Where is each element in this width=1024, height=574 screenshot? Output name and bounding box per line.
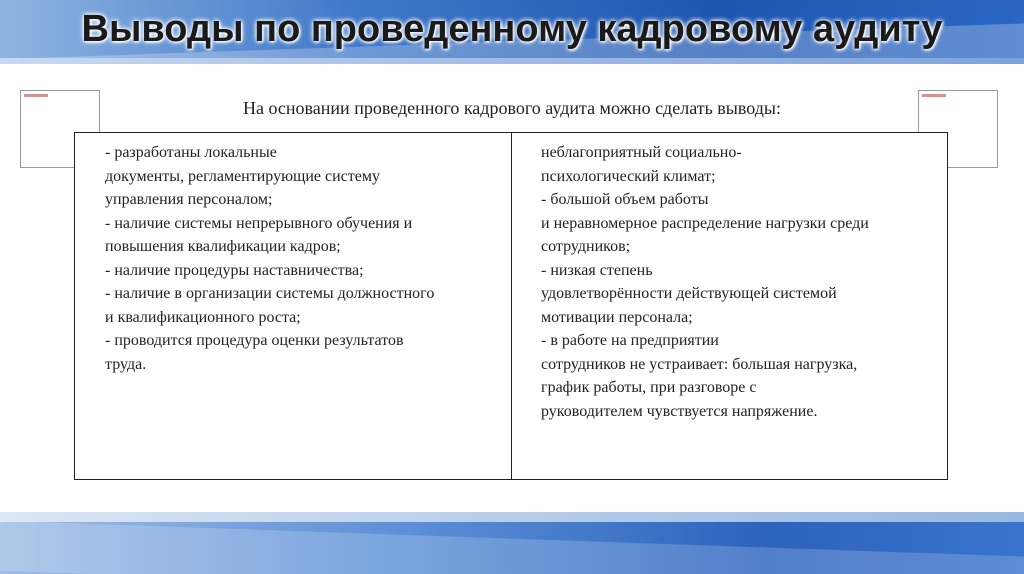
list-item: график работы, при разговоре с — [541, 379, 757, 396]
list-item: сотрудников не устраивает: большая нагрузка, — [541, 355, 858, 373]
footer-band — [0, 512, 1024, 574]
column-divider — [511, 133, 512, 479]
list-item: неблагоприятный социально- — [541, 144, 742, 161]
list-item: управления персоналом; — [105, 191, 273, 208]
list-item: мотивации персонала; — [541, 308, 693, 326]
list-item: и квалификационного роста; — [105, 308, 301, 326]
list-item: повышения квалификации кадров; — [105, 238, 341, 255]
list-item: труда. — [105, 355, 147, 373]
conclusions-table — [74, 132, 948, 480]
intro-text: На основании проведенного кадрового аудита можно сделать выводы: — [242, 98, 781, 118]
list-item: психологический климат; — [541, 167, 716, 185]
list-item: - проводится процедура оценки результатов — [105, 332, 404, 349]
header-stripe — [0, 58, 1024, 64]
list-item: - большой объем работы — [541, 191, 709, 208]
weaknesses-column — [541, 141, 941, 423]
slide-title: Выводы по проведенному кадровому аудиту — [81, 8, 943, 50]
list-item: сотрудников; — [541, 238, 631, 255]
list-item: - разработаны локальные — [105, 144, 277, 161]
list-item: - наличие в организации системы должностного — [105, 285, 435, 302]
strengths-column — [105, 141, 505, 376]
list-item: - наличие системы непрерывного обучения и — [105, 214, 413, 232]
list-item: документы, регламентирующие систему — [105, 167, 380, 185]
list-item: - наличие процедуры наставничества; — [105, 261, 364, 279]
list-item: - низкая степень — [541, 261, 653, 279]
list-item: - в работе на предприятии — [541, 332, 719, 349]
list-item: и неравномерное распределение нагрузки среди — [541, 214, 869, 232]
list-item: удовлетворённости действующей системой — [541, 285, 837, 302]
list-item: руководителем чувствуется напряжение. — [541, 402, 818, 420]
